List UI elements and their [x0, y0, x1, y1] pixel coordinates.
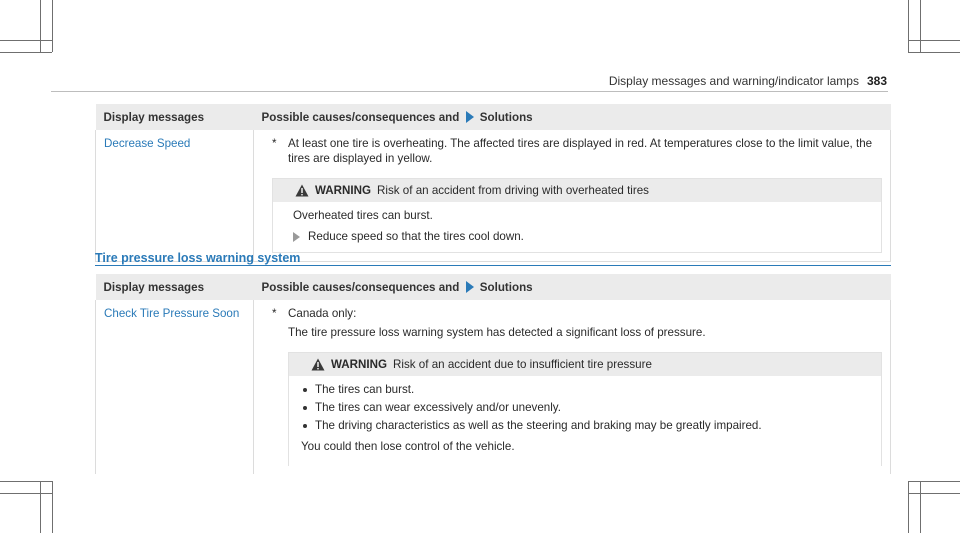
play-arrow-icon	[466, 111, 474, 123]
crop-mark	[920, 481, 921, 533]
list-item: The tires can wear excessively and/or unevenly.	[301, 400, 873, 415]
warning-title: Risk of an accident from driving with overheated tires	[377, 184, 649, 197]
warning-title: Risk of an accident due to insufficient tire pressure	[393, 358, 652, 371]
message-table-speed	[95, 104, 891, 262]
asterisk-mark: *	[272, 307, 277, 320]
cause-text: The tire pressure loss warning system has detected a significant loss of pressure.	[288, 326, 706, 339]
col-header-causes	[254, 274, 891, 300]
list-item: The driving characteristics as well as the steering and braking may be greatly impaired.	[301, 418, 873, 433]
warning-body	[289, 376, 881, 466]
col-header-display-messages: Display messages	[96, 274, 254, 300]
crop-mark	[0, 481, 52, 482]
list-item: The tires can burst.	[301, 382, 873, 397]
cause-text: At least one tire is overheating. The affected tires are displayed in red. At temperatures close to the limit value, the tires are displayed in yellow.	[288, 137, 873, 165]
cause-lead: Canada only:	[288, 307, 357, 320]
table-header-row	[96, 104, 891, 130]
crop-mark	[908, 481, 909, 533]
warning-action	[293, 229, 873, 244]
crop-mark	[0, 493, 52, 494]
crop-mark	[40, 481, 41, 533]
cause-cell	[254, 300, 891, 474]
crop-mark	[920, 0, 921, 52]
asterisk-mark: *	[272, 137, 277, 150]
warning-header	[289, 353, 881, 376]
warning-box	[272, 178, 882, 253]
warning-header	[273, 179, 881, 202]
col-header-solutions-label: Solutions	[479, 281, 533, 294]
page-header-title: Display messages and warning/indicator lamps	[608, 74, 859, 88]
col-header-display-messages: Display messages	[96, 104, 254, 130]
crop-mark	[52, 0, 53, 52]
page-number: 383	[866, 74, 887, 88]
message-table-tire-pressure	[95, 274, 891, 474]
crop-mark	[908, 493, 960, 494]
warning-bullet-list	[301, 382, 873, 433]
crop-mark	[52, 481, 53, 533]
cause-cell	[254, 130, 891, 262]
crop-mark	[908, 52, 960, 53]
display-message-check-tire-pressure: Check Tire Pressure Soon	[96, 300, 254, 474]
crop-mark	[0, 52, 52, 53]
play-arrow-icon	[466, 281, 474, 293]
warning-box	[288, 352, 882, 466]
col-header-causes-label: Possible causes/consequences and	[261, 281, 460, 294]
warning-triangle-icon	[311, 358, 325, 371]
table-header-row	[96, 274, 891, 300]
col-header-solutions-label: Solutions	[479, 111, 533, 124]
table-row	[96, 130, 891, 262]
display-message-decrease-speed: Decrease Speed	[96, 130, 254, 262]
warning-text: Overheated tires can burst.	[293, 209, 433, 222]
header-rule	[51, 91, 888, 92]
crop-mark	[908, 40, 960, 41]
warning-body	[273, 202, 881, 252]
page-header	[609, 74, 887, 88]
cause-item	[272, 306, 882, 321]
cause-item	[272, 136, 882, 166]
warning-action-text: Reduce speed so that the tires cool down.	[308, 230, 524, 243]
action-arrow-icon	[293, 232, 300, 242]
warning-label: WARNING	[315, 184, 372, 197]
table-row	[96, 300, 891, 474]
crop-mark	[40, 0, 41, 52]
col-header-causes	[254, 104, 891, 130]
warning-triangle-icon	[295, 184, 309, 197]
col-header-causes-label: Possible causes/consequences and	[261, 111, 460, 124]
section-title: Tire pressure loss warning system	[95, 251, 301, 265]
section-rule	[95, 265, 891, 266]
warning-label: WARNING	[331, 358, 388, 371]
crop-mark	[908, 481, 960, 482]
crop-mark	[908, 0, 909, 52]
crop-mark	[0, 40, 52, 41]
warning-text: You could then lose control of the vehicle.	[301, 440, 515, 453]
